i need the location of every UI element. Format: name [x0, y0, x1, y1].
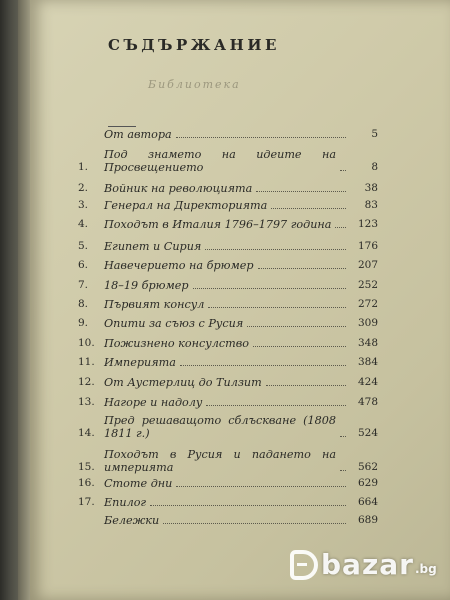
toc-entry-leader-dots — [176, 137, 346, 138]
toc-entry — [78, 259, 378, 272]
toc-entry-leader-dots — [150, 505, 346, 506]
toc-entry-page: 424 — [357, 376, 378, 388]
toc-entry-page: 348 — [357, 337, 378, 349]
toc-entry-page: 5 — [371, 128, 378, 140]
toc-entry-label: Египет и Сирия — [104, 240, 202, 253]
toc-entry — [78, 396, 378, 409]
toc-entry-page: 562 — [357, 461, 378, 473]
toc-entry — [78, 182, 378, 195]
toc-entry — [78, 376, 378, 389]
toc-entry-page: 384 — [357, 356, 378, 368]
toc-entry-label-wrap — [104, 128, 350, 141]
toc-entry-label: Войник на революцията — [104, 182, 253, 195]
toc-entry-page: 207 — [357, 259, 378, 271]
bazar-logo-tld: .bg — [414, 562, 437, 576]
toc-entry-leader-dots — [271, 208, 346, 209]
toc-entry-page: 272 — [357, 298, 378, 310]
toc-entry-label-wrap — [104, 337, 350, 350]
toc-entry-label-wrap — [104, 279, 350, 292]
toc-entry-label: Походът в Русия и падането на империята — [104, 448, 336, 474]
toc-entry-label: Стоте дни — [104, 477, 173, 490]
toc-entry-leader-dots — [266, 385, 346, 386]
toc-entry-label: 18–19 брюмер — [104, 279, 189, 292]
toc-entry-label-wrap — [104, 356, 350, 369]
toc-entry-label-wrap — [104, 199, 350, 212]
toc-entry-label: От Аустерлиц до Тилзит — [104, 376, 262, 389]
toc-entry-number: 16. — [78, 477, 95, 489]
toc-entry-number: 12. — [78, 376, 95, 388]
toc-entry-label: Пред решаващото сблъскване (1808 1811 г.) — [104, 414, 336, 440]
toc-entry — [78, 279, 378, 292]
toc-entry-page: 252 — [357, 279, 378, 291]
toc-entry-number: 4. — [78, 218, 89, 230]
toc-entry-leader-dots — [208, 307, 346, 308]
toc-entry — [78, 317, 378, 330]
toc-entry-leader-dots — [253, 346, 346, 347]
toc-entry — [78, 448, 378, 474]
toc-entry-page: 664 — [357, 496, 378, 508]
library-stamp: Библиотека — [148, 78, 241, 91]
toc-entry-label-wrap — [104, 298, 350, 311]
toc-entry-label-wrap — [104, 376, 350, 389]
toc-entry-label: От автора — [104, 128, 172, 141]
toc-entry-leader-dots — [340, 170, 346, 171]
toc-entry-label-wrap — [104, 496, 350, 509]
toc-entry-label-wrap — [104, 218, 350, 231]
bazar-logo-icon — [290, 550, 318, 580]
toc-entry-page: 629 — [357, 477, 378, 489]
toc-entry-page: 8 — [371, 161, 378, 173]
toc-entry-number: 14. — [78, 427, 95, 439]
toc-entry — [78, 128, 378, 141]
toc-entry-label-wrap — [104, 514, 350, 527]
toc-entry-page: 309 — [357, 317, 378, 329]
toc-entry-label: Опити за съюз с Русия — [104, 317, 244, 330]
toc-entry-label-wrap — [104, 182, 350, 195]
toc-entry-label-wrap — [104, 317, 350, 330]
toc-entry — [78, 356, 378, 369]
toc-entry-label-wrap — [104, 414, 350, 440]
toc-entry — [78, 514, 378, 527]
toc-entry-leader-dots — [176, 486, 346, 487]
toc-entry-number: 5. — [78, 240, 89, 252]
toc-entry-leader-dots — [206, 405, 346, 406]
toc-entry-number: 9. — [78, 317, 89, 329]
toc-entry-label: Нагоре и надолу — [104, 396, 203, 409]
toc-entry-leader-dots — [340, 470, 346, 471]
toc-entry — [78, 148, 378, 174]
toc-entry-number: 3. — [78, 199, 89, 211]
toc-entry-number: 8. — [78, 298, 89, 310]
toc-entry-leader-dots — [258, 268, 346, 269]
toc-entry-label-wrap — [104, 259, 350, 272]
toc-entry-label-wrap — [104, 240, 350, 253]
toc-entry-page: 176 — [357, 240, 378, 252]
toc-entry-label-wrap — [104, 148, 350, 174]
toc-entry-number: 13. — [78, 396, 95, 408]
page-title: СЪДЪРЖАНИЕ — [108, 36, 280, 54]
toc-entry — [78, 414, 378, 440]
toc-entry-page: 689 — [357, 514, 378, 526]
toc-entry — [78, 240, 378, 253]
toc-entry-page: 123 — [357, 218, 378, 230]
toc-entry-leader-dots — [340, 436, 346, 437]
toc-entry-label: Епилог — [104, 496, 147, 509]
toc-entry — [78, 496, 378, 509]
toc-entry-leader-dots — [205, 249, 346, 250]
bazar-logo-text: bazar — [321, 548, 414, 581]
toc-entry — [78, 337, 378, 350]
toc-entry-number: 1. — [78, 161, 89, 173]
toc-entry-leader-dots — [335, 227, 346, 228]
toc-entry-leader-dots — [180, 365, 346, 366]
toc-entry-label: Пожизнено консулство — [104, 337, 249, 350]
toc-entry-number: 11. — [78, 356, 95, 368]
toc-entry-label: Походът в Италия 1796–1797 година — [104, 218, 332, 231]
toc-entry-page: 83 — [364, 199, 378, 211]
toc-entry-leader-dots — [256, 191, 346, 192]
toc-entry-page: 524 — [357, 427, 378, 439]
toc-entry-leader-dots — [163, 523, 346, 524]
toc-entry-label: Навечерието на брюмер — [104, 259, 254, 272]
toc-entry-page: 478 — [357, 396, 378, 408]
toc-entry — [78, 477, 378, 490]
toc-entry-leader-dots — [247, 326, 346, 327]
toc-entry-label: Бележки — [104, 514, 160, 527]
toc-entry-number: 7. — [78, 279, 89, 291]
toc-entry — [78, 298, 378, 311]
toc-entry-leader-dots — [193, 288, 346, 289]
toc-entry — [78, 199, 378, 212]
toc-entry-number: 6. — [78, 259, 89, 271]
toc-entry-number: 10. — [78, 337, 95, 349]
toc-entry — [78, 218, 378, 231]
toc-divider — [108, 126, 136, 127]
toc-entry-label: Генерал на Директорията — [104, 199, 268, 212]
toc-entry-label: Под знамето на идеите на Просвещението — [104, 148, 336, 174]
toc-entry-number: 2. — [78, 182, 89, 194]
toc-entry-label-wrap — [104, 477, 350, 490]
toc-entry-page: 38 — [364, 182, 378, 194]
toc-entry-number: 15. — [78, 461, 95, 473]
toc-entry-label-wrap — [104, 448, 350, 474]
toc-entry-number: 17. — [78, 496, 95, 508]
toc-entry-label: Първият консул — [104, 298, 205, 311]
bazar-logo — [290, 548, 437, 581]
toc-entry-label: Империята — [104, 356, 176, 369]
toc-entry-label-wrap — [104, 396, 350, 409]
